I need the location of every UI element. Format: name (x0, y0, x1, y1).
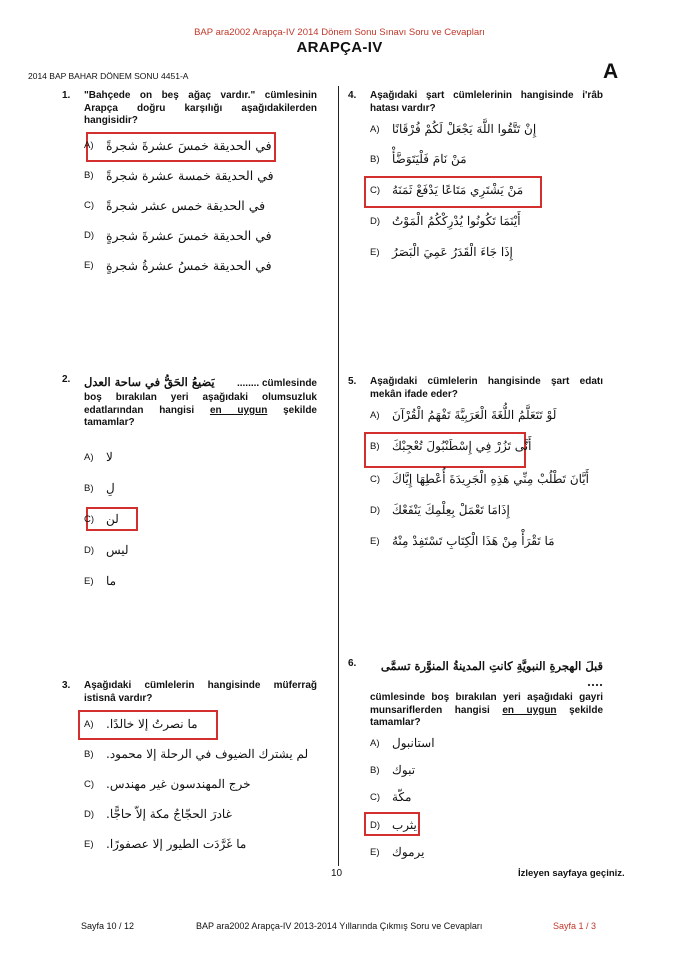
option-text: إِذَامَا تَعْمَلْ بِعِلْمِكَ يَنْفَعْكَ (392, 503, 510, 517)
option-e[interactable] (370, 245, 513, 259)
option-text: في الحديقة خمسة عشرة شجرةً (106, 168, 274, 183)
option-label: A) (370, 737, 380, 749)
option-d[interactable] (84, 228, 272, 243)
question-text: Aşağıdaki cümlelerin hangisinde şart edatı mekân ifade eder? (370, 376, 603, 400)
option-b[interactable] (370, 152, 467, 166)
option-text: لَوْ تَتَعَلَّمُ اللُّغَةَ الْعَرَبِيَّةَ تَفْهَمُ الْقُرْآنَ (392, 408, 557, 422)
footer-title: BAP ara2002 Arapça-IV 2013-2014 Yıllarında Çıkmış Soru ve Cevapları (196, 921, 483, 931)
option-text: أَيَّانَ تَطْلُبْ مِنِّي هَذِهِ الْجَرِيدَةَ أُعْطِهَا إِيَّاكَ (392, 472, 589, 486)
booklet-letter: A (603, 60, 619, 83)
option-a[interactable] (84, 138, 272, 153)
question-number: 4. (348, 90, 357, 101)
option-text: ما نصرتُ إلا خالدًا. (106, 717, 198, 731)
option-label: C) (370, 473, 381, 485)
question-emphasis: en uygun (209, 404, 268, 416)
option-label: E) (370, 846, 380, 858)
option-text: مَنْ نَامَ فَلْيَتَوَضَّأْ (392, 152, 467, 166)
option-text: لن (106, 512, 119, 526)
option-label: D) (370, 215, 381, 227)
option-e[interactable] (370, 534, 555, 548)
question-number: 5. (348, 376, 357, 387)
option-label: B) (84, 748, 94, 760)
question-arabic-sentence: يَضيعُ الحَقُّ في ساحة العدل (84, 375, 215, 389)
question-5 (348, 376, 603, 566)
option-c[interactable] (370, 790, 412, 804)
option-label: E) (84, 575, 94, 587)
option-text: يرموك (392, 845, 425, 859)
option-label: A) (84, 140, 94, 151)
option-label: A) (84, 718, 94, 730)
option-text: ما غَرَّدَت الطيور إلا عصفورًا. (106, 837, 247, 851)
option-text: مَا تَقْرَأْ مِنْ هَذَا الْكِتَابِ تَسْتَفِدْ مِنْهُ (392, 534, 555, 548)
question-text-main: boş bırakılan yeri aşağıdaki olumsuzluk edatlarından hangisi (84, 392, 317, 416)
option-label: C) (84, 778, 95, 790)
option-d[interactable] (370, 503, 510, 517)
option-label: A) (370, 123, 380, 135)
option-c[interactable] (84, 777, 251, 791)
question-text: Aşağıdaki şart cümlelerinin hangisinde i'râb hatası vardır? (370, 90, 603, 114)
option-label: D) (84, 544, 95, 556)
option-label: B) (370, 764, 380, 776)
question-2 (62, 374, 317, 594)
option-text: إِذَا جَاءَ الْقَدَرُ عَمِيَ الْبَصَرُ (392, 245, 513, 259)
option-label: C) (370, 184, 381, 196)
option-e[interactable] (84, 574, 116, 588)
question-text-end: şekilde tamamlar? (370, 704, 604, 729)
option-b[interactable] (84, 481, 115, 495)
option-text: لِ (106, 481, 115, 495)
option-c[interactable] (84, 198, 265, 213)
option-label: B) (370, 153, 380, 165)
footer-sheet: Sayfa 1 / 3 (553, 921, 597, 931)
option-a[interactable] (370, 736, 435, 750)
option-label: C) (84, 200, 95, 211)
question-number: 6. (348, 658, 357, 669)
option-label: D) (84, 230, 95, 241)
option-e[interactable] (370, 845, 424, 859)
subject-title: ARAPÇA-IV (296, 39, 383, 56)
option-text: تبوك (392, 763, 416, 777)
option-d[interactable] (370, 214, 521, 228)
question-text-main: cümlesinde boş bırakılan yeri aşağıdaki gayri munsariflerden hangisi (370, 692, 603, 716)
option-text: لا (106, 450, 113, 464)
option-a[interactable] (84, 717, 198, 731)
page-number: 10 (331, 868, 343, 879)
column-divider (338, 86, 339, 866)
option-b[interactable] (370, 763, 415, 777)
question-number: 1. (62, 90, 71, 101)
question-text-end: şekilde tamamlar? (84, 404, 317, 429)
option-text: أَنَّى تَزُرْ فِي إِسْطَنْبُولَ تُعْجِبْكَ (392, 439, 532, 453)
option-label: D) (370, 819, 381, 831)
option-c[interactable] (84, 512, 119, 526)
question-6 (348, 658, 603, 863)
question-arabic-sentence: قبلَ الهجرةِ النبويَّةِ كانتِ المدينةُ المنوَّرة تسمَّى .... (380, 659, 603, 689)
option-text: أَيْنَمَا تَكُونُوا يُدْرِكْكُمُ الْمَوْتُ (392, 214, 521, 228)
question-text (370, 692, 603, 730)
option-label: B) (370, 440, 380, 452)
option-text: إِنْ تَتَّقُوا اللَّهَ يَجْعَلْ لَكُمْ فُرْقَانًا (392, 122, 537, 136)
option-text: خرج المهندسون غير مهندس. (106, 777, 251, 791)
question-text (84, 392, 317, 430)
option-b[interactable] (370, 439, 531, 453)
option-d[interactable] (84, 543, 129, 557)
option-text: يثرب (392, 818, 417, 832)
option-label: E) (84, 838, 94, 850)
option-e[interactable] (84, 258, 272, 273)
option-c[interactable] (370, 183, 523, 197)
option-d[interactable] (370, 818, 417, 832)
option-text: غادرَ الحجّاجُ مكة إلاّ حاجًّا. (106, 807, 232, 821)
option-label: E) (84, 260, 94, 271)
option-text: استانبول (392, 736, 435, 750)
question-number: 3. (62, 680, 71, 691)
option-label: B) (84, 482, 94, 494)
question-1 (62, 90, 317, 290)
option-label: E) (370, 535, 380, 547)
question-blank: ........ cümlesinde (236, 378, 317, 389)
option-text: في الحديقة خمس عشر شجرةً (106, 198, 266, 213)
option-text: ما (106, 574, 117, 588)
next-page-note: İzleyen sayfaya geçiniz. (518, 868, 625, 879)
option-c[interactable] (370, 472, 589, 486)
question-text: Aşağıdaki cümlelerin hangisinde müferrağ istisnâ vardır? (84, 680, 317, 704)
option-b[interactable] (84, 168, 274, 183)
option-b[interactable] (84, 747, 308, 761)
option-label: D) (370, 504, 381, 516)
top-title: BAP ara2002 Arapça-IV 2014 Dönem Sonu Sınavı Soru ve Cevapları (194, 27, 485, 38)
question-text: "Bahçede on beş ağaç vardır." cümlesinin Arapça doğru karşılığı aşağıdakilerden hangisidir? (84, 90, 317, 127)
question-emphasis: en uygun (502, 704, 557, 716)
option-label: E) (370, 246, 380, 258)
footer-page-count: Sayfa 10 / 12 (81, 921, 135, 931)
option-text: مكّة (392, 790, 412, 804)
question-4 (348, 90, 603, 280)
option-label: D) (84, 808, 95, 820)
option-text: ليس (106, 543, 129, 557)
option-label: B) (84, 170, 94, 181)
option-label: A) (84, 451, 94, 463)
option-a[interactable] (370, 408, 556, 422)
option-a[interactable] (370, 122, 536, 136)
question-number: 2. (62, 374, 71, 385)
option-text: لم يشترك الضيوف في الرحلة إلا محمود. (106, 747, 309, 761)
option-text: في الحديقة خمسَ عشرةَ شجرةٍ (106, 228, 272, 243)
option-text: في الحديقة خمسَ عشرةَ شجرةً (106, 138, 272, 153)
option-label: A) (370, 409, 380, 421)
option-text: مَنْ يَشْتَرِي مَتَاعًا يَدْفَعْ ثَمَنَهُ (392, 183, 524, 197)
option-d[interactable] (84, 807, 232, 821)
question-3 (62, 680, 317, 860)
exam-code: 2014 BAP BAHAR DÖNEM SONU 4451-A (28, 71, 189, 81)
option-label: C) (84, 513, 95, 525)
option-text: في الحديقة خمسُ عشرةُ شجرةٍ (106, 258, 272, 273)
option-label: C) (370, 791, 381, 803)
option-e[interactable] (84, 837, 246, 851)
option-a[interactable] (84, 450, 113, 464)
